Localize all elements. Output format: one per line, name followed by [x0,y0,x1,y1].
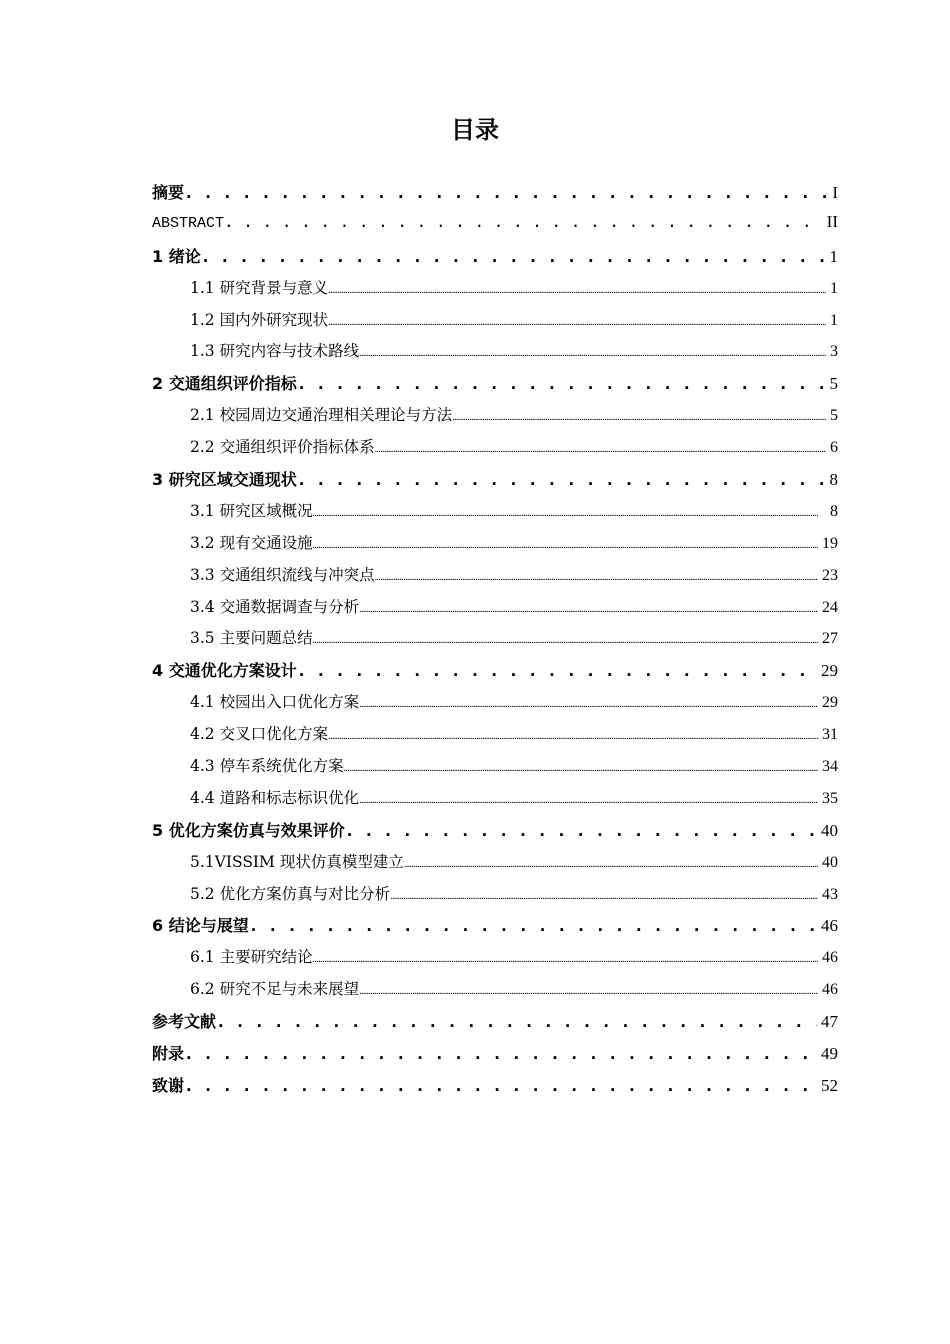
toc-entry-label: 1.1 研究背景与意义 [190,278,329,297]
toc-leader-dots [184,1044,817,1063]
toc-leader-dots [328,731,818,742]
toc-leader-dots [184,1076,817,1095]
toc-page-number: 52 [821,1075,838,1095]
toc-leader-dots [297,470,826,489]
toc-entry-label: 4.3 停车系统优化方案 [190,757,344,776]
toc-page-number: 49 [821,1044,838,1064]
toc-section-entry[interactable] [152,339,838,371]
toc-leader-dots [359,699,818,710]
toc-page-number: 46 [822,981,838,999]
toc-page-number: II [826,211,838,231]
toc-entry-label: 4.2 交叉口优化方案 [190,725,329,744]
toc-leader-dots [313,954,818,965]
toc-entry-label: 参考文献 [152,1012,217,1032]
toc-section-entry[interactable] [152,690,838,722]
toc-chapter-entry[interactable] [152,818,838,850]
toc-entry-label: ABSTRACT [152,214,225,232]
toc-page-number: 47 [821,1012,838,1032]
toc-entry-label: 6.1 主要研究结论 [190,948,313,967]
toc-page-number: 29 [821,661,838,681]
toc-chapter-entry[interactable] [152,371,838,403]
toc-entry-label: 1.2 国内外研究现状 [190,310,329,329]
toc-leader-dots [404,859,818,870]
table-of-contents [152,180,838,1105]
toc-section-entry[interactable] [152,722,838,754]
toc-page-number: 5 [829,374,838,394]
toc-page-number: 35 [822,789,838,807]
toc-leader-dots [297,661,817,680]
toc-page-number: 3 [830,343,838,361]
toc-entry-label: 摘要 [152,183,185,202]
toc-page-number: 1 [830,279,838,297]
toc-leader-dots [452,412,826,423]
toc-section-entry[interactable] [152,308,838,340]
toc-entry-label: 3 研究区域交通现状 [152,470,297,490]
toc-page-number: 29 [822,694,838,712]
toc-entry-label: 1 绪论 [152,246,201,266]
toc-page-number: 46 [821,916,838,936]
toc-chapter-entry[interactable] [152,180,838,212]
toc-section-entry[interactable] [152,276,838,308]
toc-leader-dots [313,540,818,551]
toc-leader-dots [328,317,826,328]
toc-leader-dots [359,795,818,806]
toc-section-entry[interactable] [152,786,838,818]
toc-section-entry[interactable] [152,945,838,977]
toc-page-number: 5 [830,407,838,425]
toc-entry-label: 5.1VISSIM 现状仿真模型建立 [190,852,404,871]
toc-page-number: 1 [830,311,838,329]
toc-leader-dots [375,444,826,455]
toc-page-number: 19 [822,534,838,552]
toc-entry-label: 4.4 道路和标志标识优化 [190,788,360,807]
toc-entry-label: 附录 [152,1044,185,1064]
toc-entry-label: 5.2 优化方案仿真与对比分析 [190,884,391,903]
toc-title: 目录 [451,116,499,144]
toc-entry-label: 3.2 现有交通设施 [190,533,313,552]
toc-entry-label: 2.2 交通组织评价指标体系 [190,438,375,457]
toc-page-number: 1 [829,246,838,266]
toc-chapter-entry[interactable] [152,1073,838,1105]
toc-entry-label: 3.5 主要问题总结 [190,629,313,648]
toc-entry-label: 4.1 校园出入口优化方案 [190,693,360,712]
toc-page-number: 8 [830,502,838,520]
toc-leader-dots [216,1012,817,1031]
toc-page-number: 46 [822,949,838,967]
toc-section-entry[interactable] [152,626,838,658]
toc-leader-dots [390,891,818,902]
toc-chapter-entry[interactable] [152,467,838,499]
toc-chapter-entry[interactable] [152,658,838,690]
toc-section-entry[interactable] [152,563,838,595]
toc-leader-dots [359,986,818,997]
toc-chapter-entry[interactable] [152,244,838,276]
toc-entry-label: 1.3 研究内容与技术路线 [190,342,360,361]
toc-leader-dots [313,635,818,646]
toc-page-number: 8 [829,470,838,490]
toc-leader-dots [224,212,823,231]
toc-chapter-entry[interactable] [152,1009,838,1041]
toc-page-number: 23 [822,566,838,584]
toc-page-number: I [832,183,838,202]
toc-leader-dots [184,183,828,202]
toc-leader-dots [375,572,818,583]
toc-page-number: 24 [822,598,838,616]
toc-chapter-entry[interactable] [152,913,838,945]
toc-page-number: 40 [821,820,838,840]
toc-section-entry[interactable] [152,403,838,435]
toc-section-entry[interactable] [152,882,838,914]
toc-entry-label: 3.3 交通组织流线与冲突点 [190,565,375,584]
toc-section-entry[interactable] [152,435,838,467]
toc-leader-dots [359,348,826,359]
toc-page-number: 31 [822,726,838,744]
toc-section-entry[interactable] [152,499,838,531]
toc-section-entry[interactable] [152,531,838,563]
toc-page-number: 34 [822,758,838,776]
toc-leader-dots [345,821,817,840]
toc-entry-label: 致谢 [152,1075,185,1095]
toc-chapter-entry[interactable] [152,212,838,244]
toc-entry-label: 2.1 校园周边交通治理相关理论与方法 [190,406,453,425]
toc-section-entry[interactable] [152,850,838,882]
toc-page-number: 27 [822,630,838,648]
toc-page-number: 40 [822,853,838,871]
toc-page-number: 43 [822,885,838,903]
toc-entry-label: 3.4 交通数据调查与分析 [190,597,360,616]
toc-chapter-entry[interactable] [152,1041,838,1073]
toc-entry-label: 5 优化方案仿真与效果评价 [152,820,345,840]
toc-entry-label: 2 交通组织评价指标 [152,374,297,394]
toc-leader-dots [359,604,818,615]
toc-page-number: 6 [830,439,838,457]
toc-section-entry[interactable] [152,754,838,786]
toc-leader-dots [201,247,826,266]
toc-section-entry[interactable] [152,595,838,627]
toc-leader-dots [297,374,826,393]
toc-leader-dots [344,763,818,774]
toc-leader-dots [313,508,826,519]
toc-leader-dots [328,285,826,296]
toc-entry-label: 4 交通优化方案设计 [152,661,297,681]
toc-entry-label: 3.1 研究区域概况 [190,501,313,520]
toc-entry-label: 6 结论与展望 [152,916,249,936]
toc-section-entry[interactable] [152,977,838,1009]
toc-leader-dots [249,916,817,935]
toc-entry-label: 6.2 研究不足与未来展望 [190,980,360,999]
